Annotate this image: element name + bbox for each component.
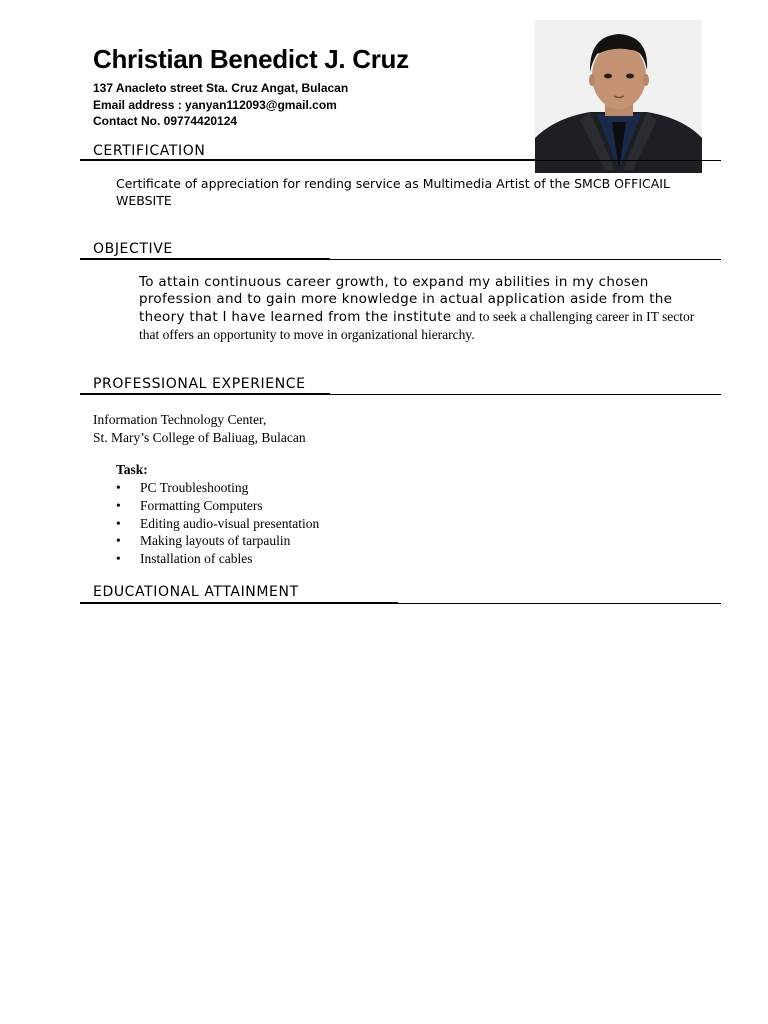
- bullet: •: [116, 533, 121, 549]
- task-list: [116, 479, 319, 568]
- section-divider-accent: [80, 258, 330, 260]
- task-text: Editing audio-visual presentation: [140, 515, 320, 531]
- employer-name: Information Technology Center,: [93, 412, 267, 427]
- bullet: •: [116, 551, 121, 567]
- section-title-experience: PROFESSIONAL EXPERIENCE: [93, 376, 306, 392]
- section-title-education: EDUCATIONAL ATTAINMENT: [93, 584, 299, 600]
- profile-photo: [535, 20, 702, 173]
- contact-block: [93, 80, 348, 130]
- section-title-objective: OBJECTIVE: [93, 241, 173, 257]
- task-text: PC Troubleshooting: [140, 480, 249, 495]
- list-item: [116, 497, 319, 515]
- email-line: Email address : yanyan112093@gmail.com: [93, 97, 337, 112]
- objective-text-part2: and to seek a challenging career in IT sector that offers an opportunity to move in organizational hierarchy.: [139, 309, 695, 342]
- bullet: •: [116, 480, 121, 495]
- task-label: Task:: [116, 462, 148, 477]
- section-title-certification: CERTIFICATION: [93, 143, 206, 159]
- applicant-name: Christian Benedict J. Cruz: [93, 44, 409, 74]
- phone-line: Contact No. 09774420124: [93, 114, 238, 128]
- section-divider-accent: [80, 159, 535, 161]
- task-text: Installation of cables: [140, 551, 253, 567]
- list-item: [116, 479, 319, 497]
- profile-photo-image: [535, 20, 702, 173]
- list-item: [116, 515, 319, 533]
- employer-location: St. Mary’s College of Baliuag, Bulacan: [93, 429, 306, 445]
- section-divider-accent: [80, 602, 398, 604]
- task-text: Formatting Computers: [140, 497, 263, 513]
- address-line: 137 Anacleto street Sta. Cruz Angat, Bulacan: [93, 81, 349, 95]
- task-text: Making layouts of tarpaulin: [140, 533, 291, 549]
- list-item: [116, 532, 319, 550]
- list-item: [116, 550, 319, 568]
- bullet: •: [116, 497, 121, 513]
- section-divider-accent: [80, 393, 330, 395]
- objective-text: [139, 274, 699, 344]
- employer-block: [93, 411, 306, 446]
- objective-text-part1: To attain continuous career growth, to expand my abilities in my chosen profession and to gain more knowledge in actual application aside from the theory that I have learned from the institute: [139, 274, 673, 325]
- certification-text: Certificate of appreciation for rending service as Multimedia Artist of the SMCB OFFICAIL WEBSITE: [116, 176, 670, 208]
- bullet: •: [116, 515, 121, 531]
